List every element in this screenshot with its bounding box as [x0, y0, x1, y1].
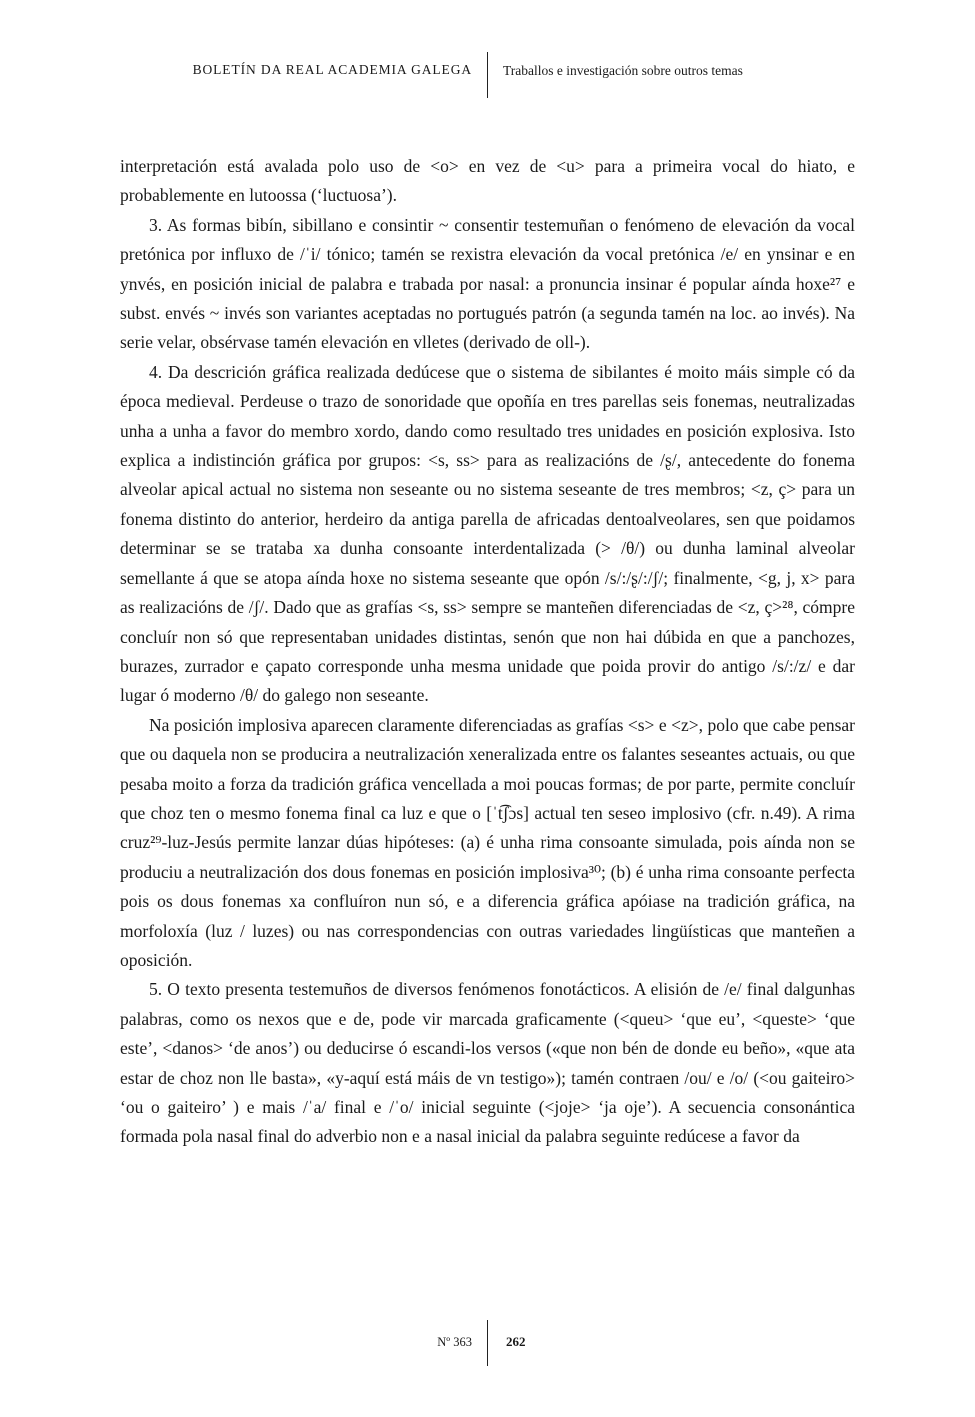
paragraph: 5. O texto presenta testemuños de diversos fenómenos fonotácticos. A elisión de /e/ final dalgunhas palabras, como os nexos que e de, pode vir marcada graficamente (<queu> ‘que eu’, <queste> ‘que este’, <danos> ‘de anos’) ou deducirse ó escandi-los versos («que non bén de donde eu beño», «que ata estar de choz non lle basta», «y-aquí está máis de vn testigo»); tamén contraen /ou/ e /o/ (<ou gaiteiro> ‘ou o gaiteiro’ ) e mais /ˈa/ final e /ˈo/ inicial seguinte (<joje> ‘ja oje’). A secuencia consonántica formada pola nasal final do adverbio non e a nasal inicial da palabra seguinte redúcese a favor da	[120, 979, 855, 1147]
paragraph: 3. As formas bibín, sibillano e consintir ~ consentir testemuñan o fenómeno de elevación da vocal pretónica por influxo de /ˈi/ tónico; tamén se rexistra elevación da vocal pretónica /e/ en ynsinar e en ynvés, en posición inicial de palabra e trabada por nasal: a pronuncia insinar é popular aínda hoxe²⁷ e subst. envés ~ invés son variantes aceptadas no portugués patrón (a segunda tamén na loc. ao invés). Na serie velar, obsérvase tamén elevación en vlletes (derivado de oll-).	[120, 214, 855, 353]
issue-number: Nº 363	[437, 1335, 472, 1349]
page-number: 262	[506, 1334, 526, 1349]
paragraph: Na posición implosiva aparecen claramente diferenciadas as grafías <s> e <z>, polo que cabe pensar que ou daquela non se producira a neutralización xeneralizada entre os falantes seseantes actuais, ou que pesaba moito a forza da tradición gráfica vencellada a moi poucas formas; de por parte, permite concluír que choz ten o mesmo fonema final ca luz e que o [ˈt͡ʃɔs] actual ten seseo implosivo (cfr. n.49). A rima cruz²⁹-luz-Jesús permite lanzar dúas hipóteses: (a) é unha rima consoante simulada, pois aínda non se produciu a neutralización dos dous fonemas en posición implosiva³⁰; (b) é unha rima consoante perfecta pois os dous fonemas xa confluíron nun só, e a diferencia gráfica apóiase na tradición gráfica, na morfoloxía (luz / luzes) ou nas correspondencias con outras variedades lingüísticas que manteñen a oposición.	[120, 714, 855, 970]
header-divider	[487, 52, 488, 98]
article-body	[120, 152, 855, 1152]
footer-divider	[487, 1320, 488, 1366]
running-header-section: Traballos e investigación sobre outros temas	[503, 63, 743, 78]
paragraph: 4. Da descrición gráfica realizada dedúcese que o sistema de sibilantes é moito máis simple có da época medieval. Perdeuse o trazo de sonoridade que opoñía en tres parellas seis fonemas, neutralizadas unha a unha a favor do membro xordo, dando como resultado tres unidades en posición explosiva. Isto explica a indistinción gráfica por grupos: <s, ss> para as realizacións de /ʂ/, antecedente do fonema alveolar apical actual no sistema non seseante ou no sistema seseante de tres membros; <z, ç> para un fonema distinto do anterior, herdeiro da antiga parella de africadas dentoalveolares, sen que poidamos determinar se se trataba xa dunha consoante interdentalizada (> /θ/) ou dunha laminal alveolar semellante á que se atopa aínda hoxe no sistema seseante que opón /s/:/ʂ/:/ʃ/; finalmente, <g, j, x> para as realizacións de /ʃ/. Dado que as grafías <s, ss> sempre se manteñen diferenciadas de <z, ç>²⁸, cómpre concluír non só que representaban unidades distintas, senón que non hai dúbida en que a panchozes, burazes, zurrador e çapato corresponde unha mesma unidade que poida provir do antigo /s/:/z/ e dar lugar ó moderno /θ/ do galego non seseante.	[120, 361, 855, 706]
paragraph: interpretación está avalada polo uso de <o> en vez de <u> para a primeira vocal do hiato, e probablemente en lutoossa (‘luctuosa’).	[120, 156, 855, 206]
running-header-journal: BOLETÍN DA REAL ACADEMIA GALEGA	[192, 62, 472, 77]
